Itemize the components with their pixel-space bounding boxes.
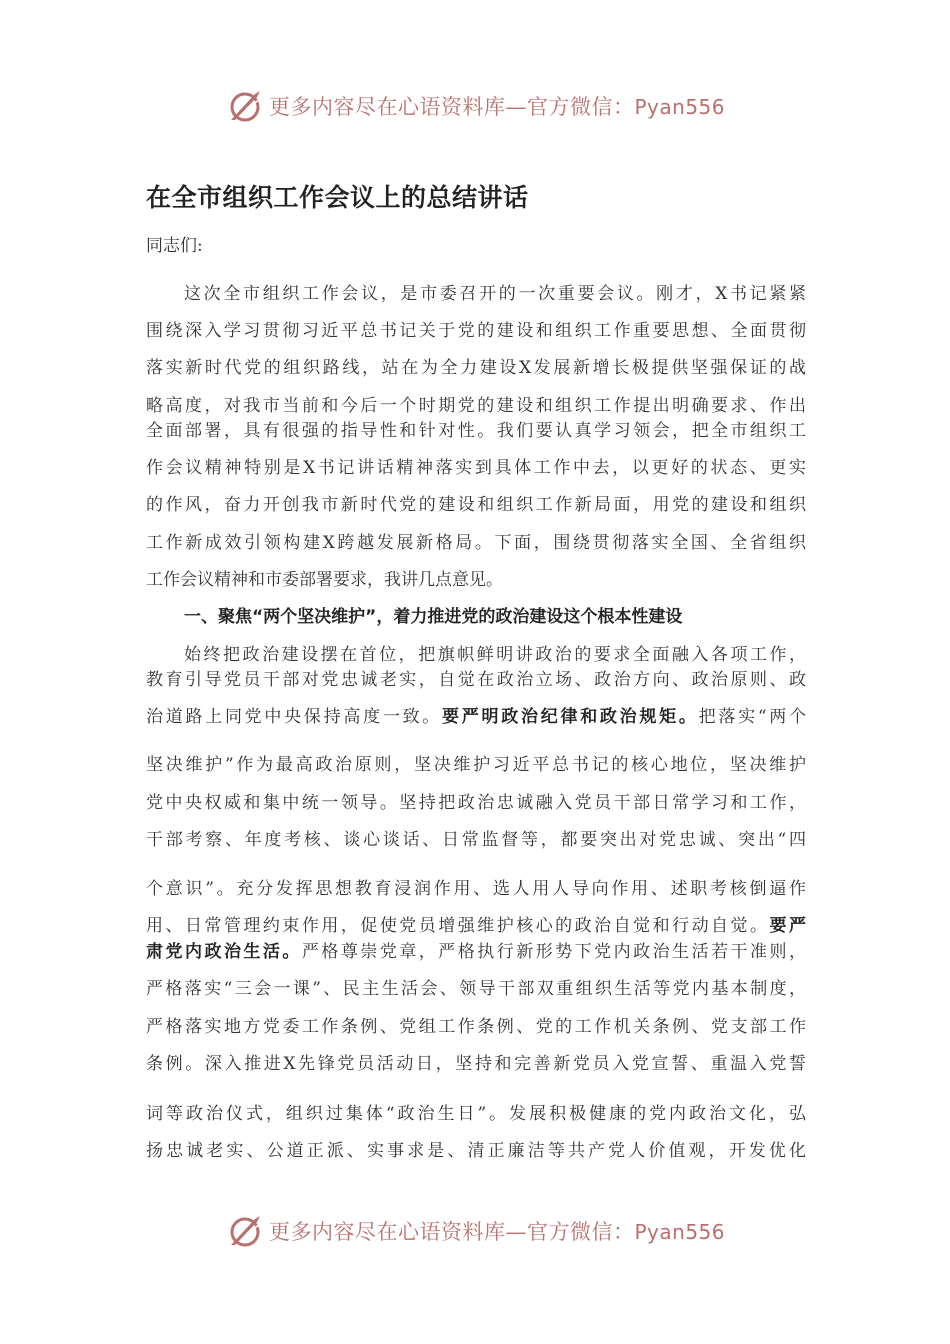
section-heading: 一、聚焦“两个坚决维护”，着力推进党的政治建设这个根本性建设 xyxy=(184,607,683,627)
para1-line: 工作会议精神和市委部署要求，我讲几点意见。 xyxy=(146,570,503,590)
banner-text xyxy=(269,1216,725,1246)
para2-line: 词等政治仪式，组织过集体“政治生日”。发展积极健康的党内政治文化，弘 xyxy=(146,1104,806,1124)
para2-line xyxy=(146,939,806,965)
quill-logo-icon xyxy=(225,86,265,126)
bold-phrase: 要严 xyxy=(769,916,807,936)
text-run: 用、日常管理约束作用，促使党员增强维护核心的政治自觉和行动自觉。 xyxy=(146,916,770,936)
para2-line: 个意识”。充分发挥思想教育浸润作用、选人用人导向作用、述职考核倒逼作 xyxy=(146,879,806,899)
para2-line: 始终把政治建设摆在首位，把旗帜鲜明讲政治的要求全面融入各项工作， xyxy=(184,645,806,665)
para2-line: 扬忠诚老实、公道正派、实事求是、清正廉洁等共产党人价值观，开发优化 xyxy=(146,1141,806,1161)
footer-banner xyxy=(0,1209,950,1253)
wechat-handle: Pyan556 xyxy=(634,95,725,119)
para1-line: 全面部署，具有很强的指导性和针对性。我们要认真学习领会，把全市组织工 xyxy=(146,421,806,441)
text-run: 治道路上同党中央保持高度一致。 xyxy=(146,707,443,727)
para1-line: 围绕深入学习贯彻习近平总书记关于党的建设和组织工作重要思想、全面贯彻 xyxy=(146,321,806,341)
para1-line: 落实新时代党的组织路线，站在为全力建设X发展新增长极提供坚强保证的战 xyxy=(146,358,806,378)
para2-line xyxy=(146,704,806,730)
text-run: 把落实“两个 xyxy=(698,707,806,727)
para2-line: 干部考察、年度考核、谈心谈话、日常监督等，都要突出对党忠诚、突出“四 xyxy=(146,830,806,850)
para1-line: 这次全市组织工作会议，是市委召开的一次重要会议。刚才，X书记紧紧 xyxy=(184,284,806,304)
banner-text xyxy=(269,91,725,121)
para2-line: 严格落实地方党委工作条例、党组工作条例、党的工作机关条例、党支部工作 xyxy=(146,1017,806,1037)
bold-phrase: 要严明政治纪律和政治规矩。 xyxy=(442,707,699,727)
text-run: 严格尊崇党章，严格执行新形势下党内政治生活若干准则， xyxy=(301,942,807,962)
quill-logo-icon xyxy=(225,1211,265,1251)
para1-line: 的作风，奋力开创我市新时代党的建设和组织工作新局面，用党的建设和组织 xyxy=(146,495,806,515)
para2-line: 严格落实“三会一课”、民主生活会、领导干部双重组织生活等党内基本制度， xyxy=(146,979,806,999)
para2-line: 条例。深入推进X先锋党员活动日，坚持和完善新党员入党宣誓、重温入党誓 xyxy=(146,1054,806,1074)
para2-line xyxy=(146,913,806,939)
para2-line: 坚决维护”作为最高政治原则，坚决维护习近平总书记的核心地位，坚决维护 xyxy=(146,755,806,775)
para2-line: 党中央权威和集中统一领导。坚持把政治忠诚融入党员干部日常学习和工作， xyxy=(146,793,806,813)
greeting: 同志们: xyxy=(146,236,203,256)
bold-phrase: 肃党内政治生活。 xyxy=(146,942,302,962)
para1-line: 略高度，对我市当前和今后一个时期党的建设和组织工作提出明确要求、作出 xyxy=(146,396,806,416)
para2-line: 教育引导党员干部对党忠诚老实，自觉在政治立场、政治方向、政治原则、政 xyxy=(146,670,806,690)
para1-line: 工作新成效引领构建X跨越发展新格局。下面，围绕贯彻落实全国、全省组织 xyxy=(146,533,806,553)
banner-label: 更多内容尽在心语资料库—官方微信： xyxy=(268,95,635,119)
para1-line: 作会议精神特别是X书记讲话精神落实到具体工作中去，以更好的状态、更实 xyxy=(146,458,806,478)
document-title: 在全市组织工作会议上的总结讲话 xyxy=(146,183,529,212)
banner-label: 更多内容尽在心语资料库—官方微信： xyxy=(268,1220,635,1244)
header-banner xyxy=(0,84,950,128)
wechat-handle: Pyan556 xyxy=(634,1220,725,1244)
